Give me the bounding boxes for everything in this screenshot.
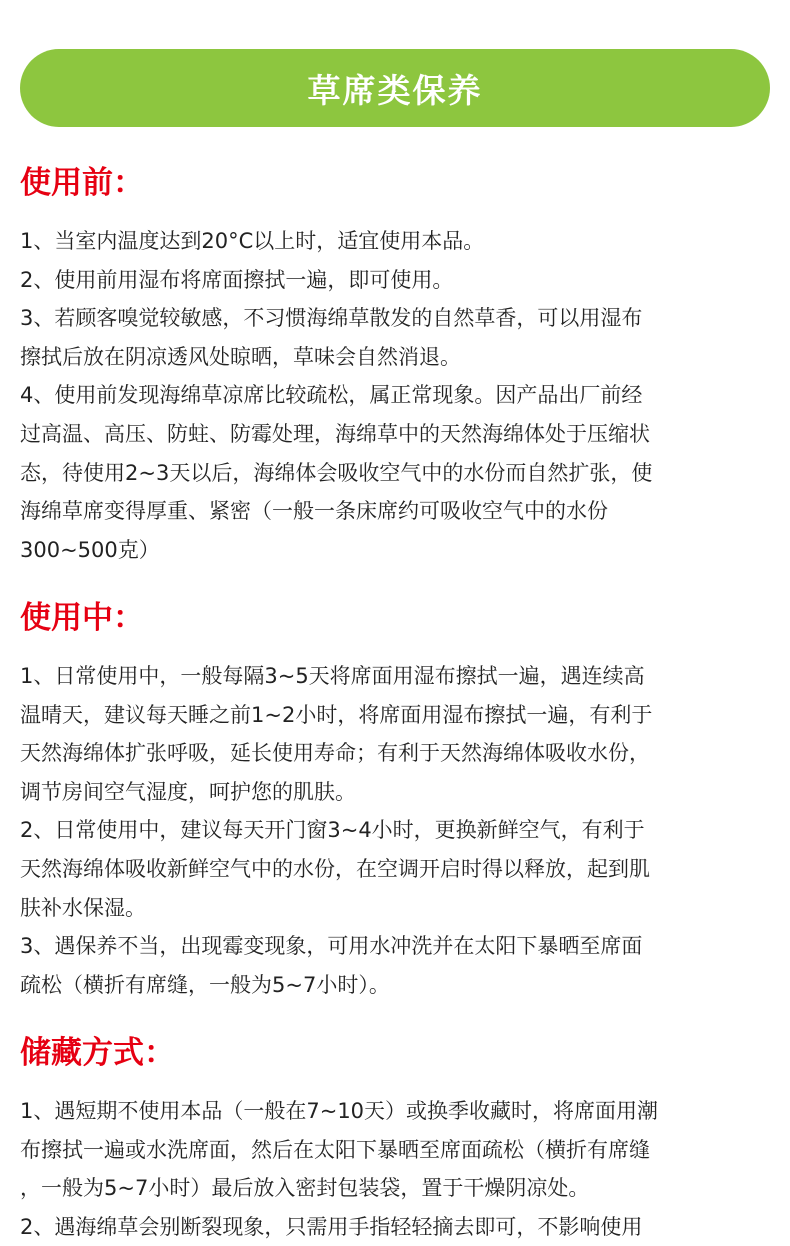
- item-list: [20, 657, 772, 1004]
- section-heading: 储藏方式：: [20, 1035, 175, 1071]
- item-text-line: 调节房间空气湿度，呵护您的肌肤。: [20, 779, 356, 804]
- item-text-line: 4、使用前发现海绵草凉席比较疏松，属正常现象。因产品出厂前经: [20, 383, 643, 408]
- item-text-line: 天然海绵体扩张呼吸，延长使用寿命；有利于天然海绵体吸收水份，: [20, 741, 650, 766]
- section-storage: [20, 1033, 772, 1246]
- list-item: [20, 261, 772, 300]
- list-item: [20, 222, 772, 261]
- list-item: [20, 811, 772, 927]
- banner-title: 草席类保养: [307, 70, 483, 110]
- item-text-line: 2、遇海绵草会别断裂现象，只需用手指轻轻摘去即可，不影响使用: [20, 1214, 643, 1239]
- item-text-line: 1、遇短期不使用本品（一般在7~10天）或换季收藏时，将席面用潮: [20, 1099, 659, 1123]
- item-list: [20, 222, 772, 569]
- item-text-line: 300~500克）: [20, 537, 160, 562]
- item-text-line: 3、遇保养不当，出现霉变现象，可用水冲洗并在太阳下暴晒至席面: [20, 934, 643, 959]
- list-item: [20, 1092, 772, 1208]
- item-text-line: 天然海绵体吸收新鲜空气中的水份，在空调开启时得以释放，起到肌: [20, 856, 650, 881]
- item-text-line: 布擦拭一遍或水洗席面，然后在太阳下暴晒至席面疏松（横折有席缝: [20, 1137, 650, 1162]
- list-item: [20, 927, 772, 1004]
- list-item: [20, 657, 772, 811]
- item-text-line: 疏松（横折有席缝，一般为5~7小时）。: [20, 972, 390, 997]
- item-text-line: 肤补水保湿。: [20, 895, 146, 920]
- item-text-line: 温晴天，建议每天睡之前1~2小时，将席面用湿布擦拭一遍，有利于: [20, 702, 653, 727]
- list-item: [20, 376, 772, 569]
- item-text-line: 3、若顾客嗅觉较敏感，不习惯海绵草散发的自然草香，可以用湿布: [20, 306, 643, 331]
- item-text-line: 1、日常使用中，一般每隔3~5天将席面用湿布擦拭一遍，遇连续高: [20, 664, 645, 688]
- item-text-line: 1、当室内温度达到20°C以上时，适宜使用本品。: [20, 229, 485, 253]
- section-heading: 使用前：: [20, 165, 144, 201]
- section-heading: 使用中：: [20, 600, 144, 636]
- item-text-line: ，一般为5~7小时）最后放入密封包装袋，置于干燥阴凉处。: [20, 1176, 590, 1201]
- item-text-line: 擦拭后放在阴凉透风处晾晒，草味会自然消退。: [20, 344, 461, 369]
- item-text-line: 过高温、高压、防蛀、防霉处理，海绵草中的天然海绵体处于压缩状: [20, 421, 650, 446]
- section-during-use: [20, 598, 772, 1004]
- title-banner: [20, 49, 770, 127]
- item-text-line: 2、日常使用中，建议每天开门窗3~4小时，更换新鲜空气，有利于: [20, 818, 645, 843]
- item-text-line: 海绵草席变得厚重、紧密（一般一条床席约可吸收空气中的水份: [20, 499, 608, 524]
- section-before-use: [20, 163, 772, 569]
- list-item: [20, 299, 772, 376]
- item-text-line: 态，待使用2~3天以后，海绵体会吸收空气中的水份而自然扩张，使: [20, 460, 653, 485]
- list-item: [20, 1208, 772, 1246]
- item-text-line: 2、使用前用湿布将席面擦拭一遍，即可使用。: [20, 267, 454, 292]
